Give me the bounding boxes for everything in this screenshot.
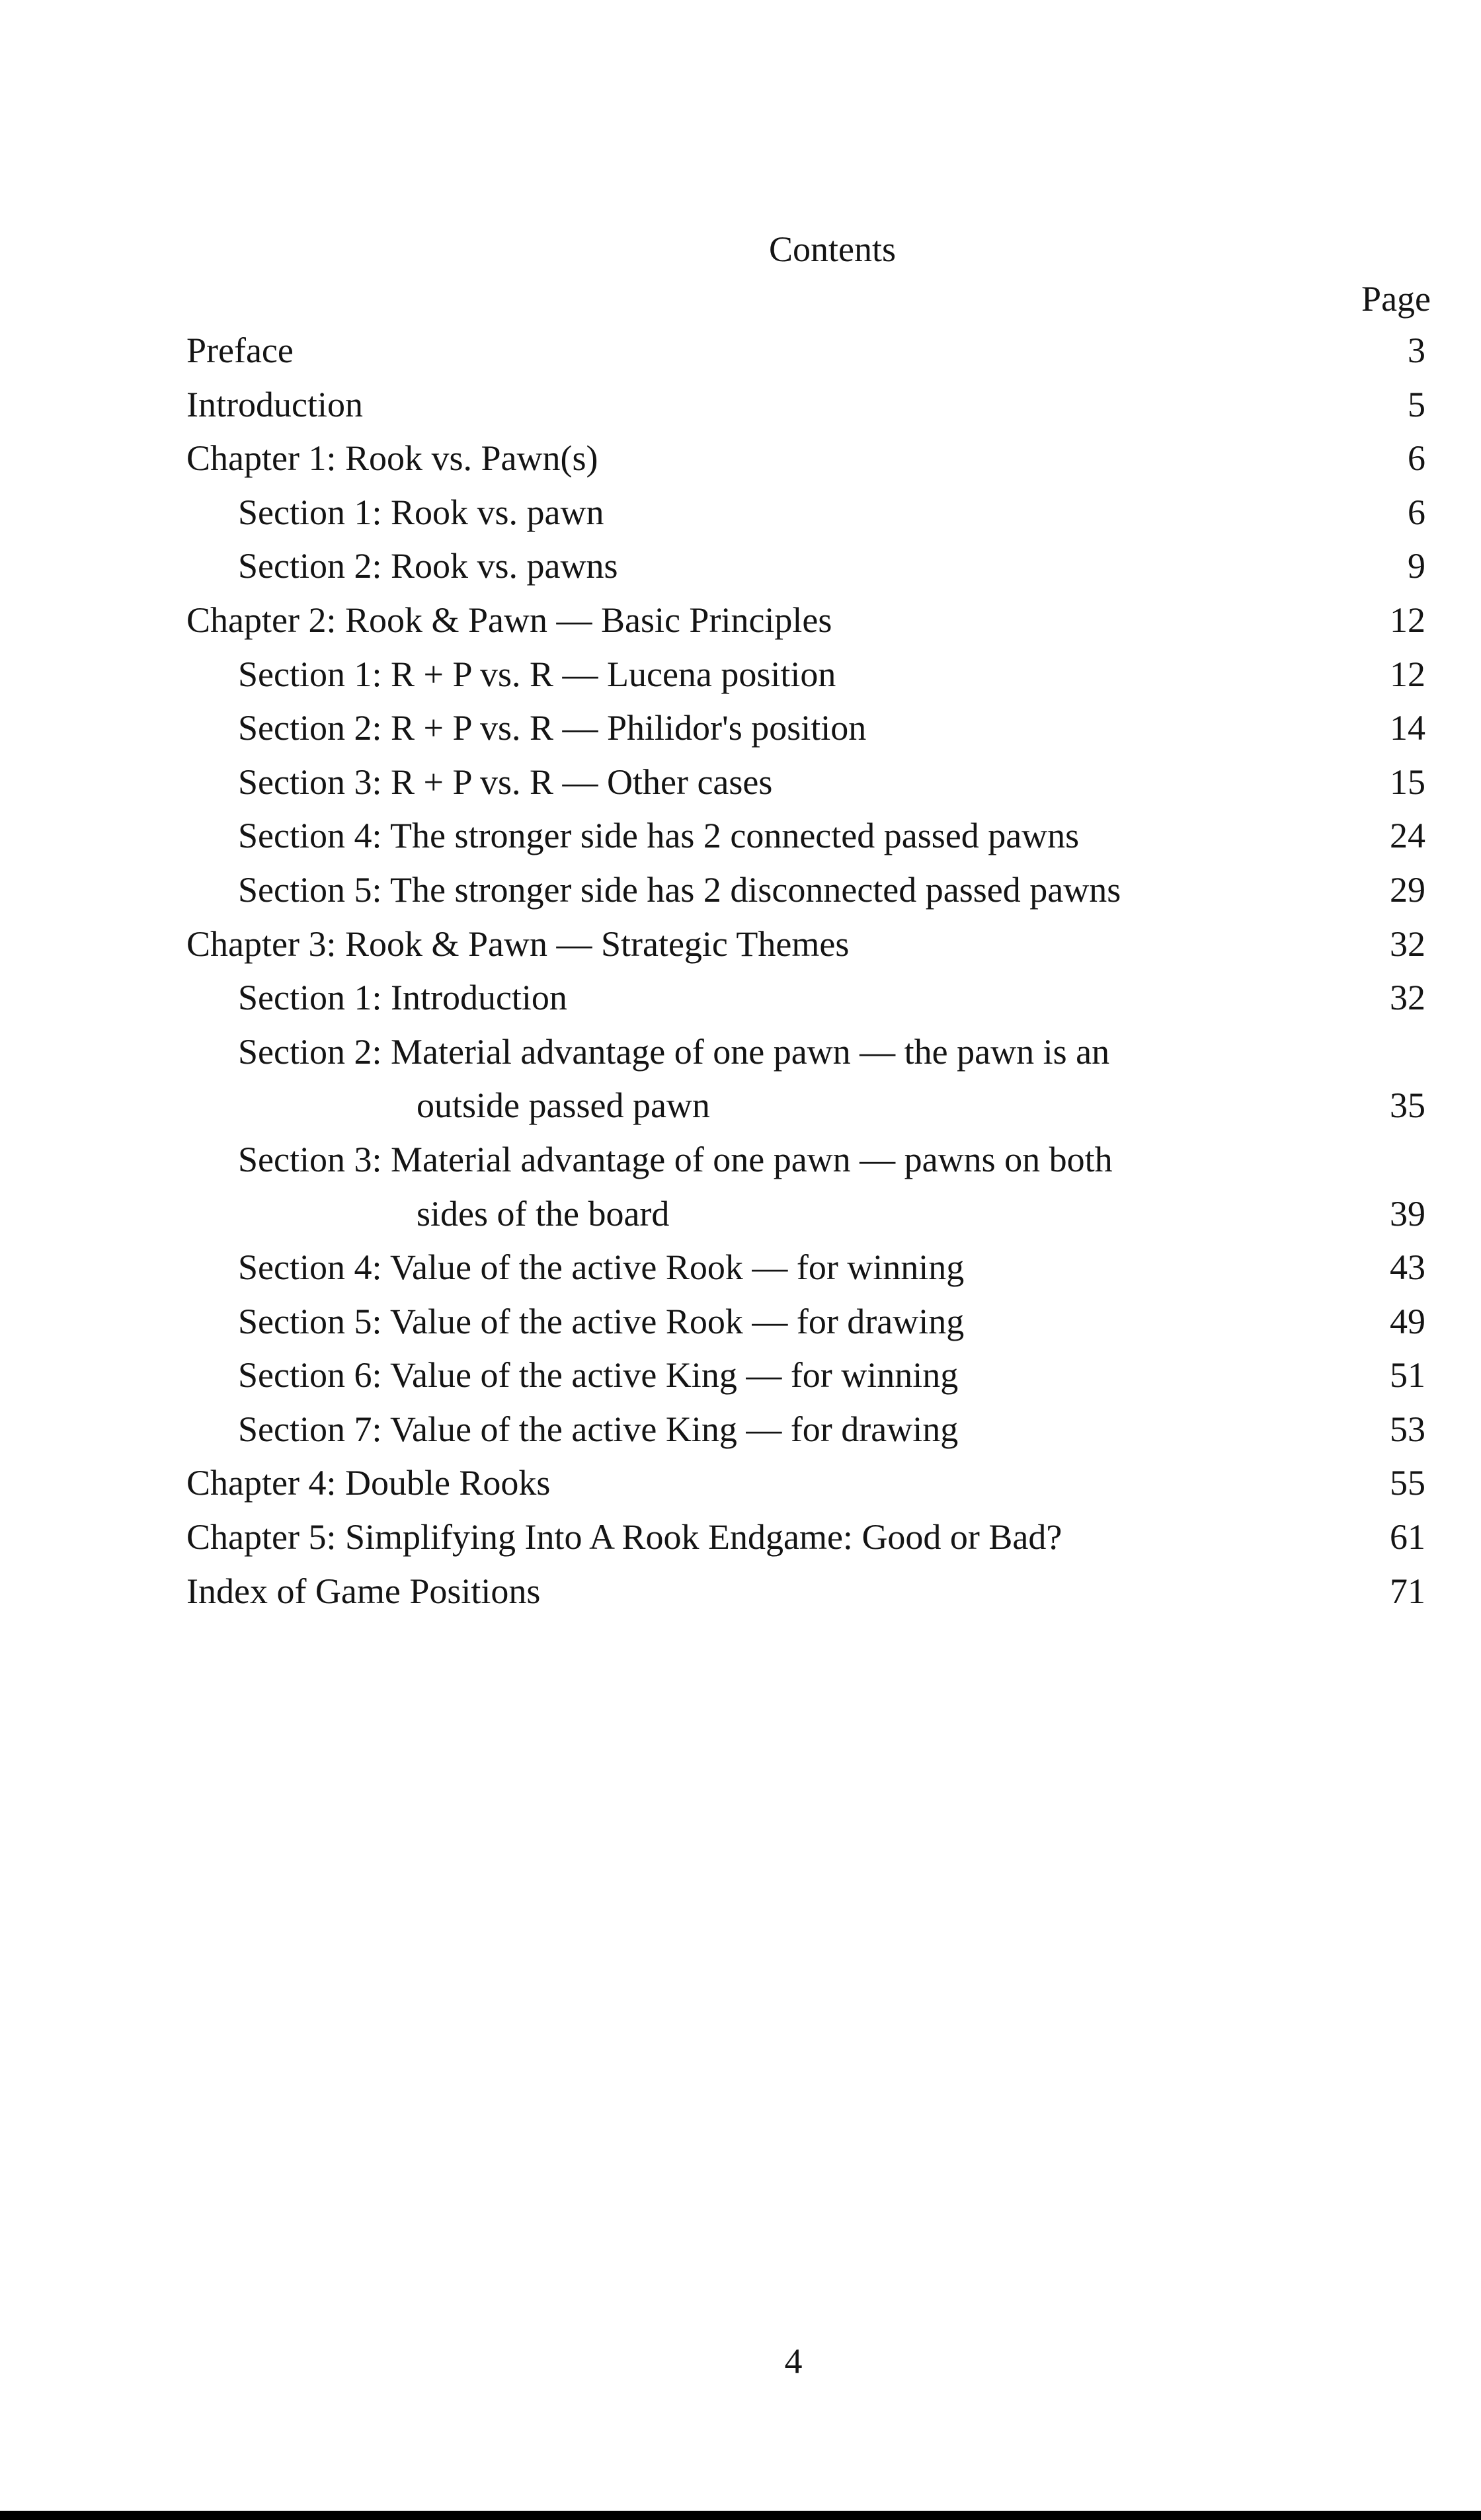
toc-section-entry: [186, 756, 1425, 810]
toc-entry-page: 9: [1408, 546, 1425, 586]
toc-entry-title: [186, 1133, 1329, 1241]
toc-entry-page: 71: [1390, 1571, 1425, 1611]
toc-section-entry: [186, 863, 1425, 918]
toc-entry-title-line: Chapter 5: Simplifying Into A Rook Endgame: Good or Bad?: [186, 1517, 1062, 1557]
toc-section-entry: [186, 1133, 1425, 1241]
toc-section-entry: [186, 1403, 1425, 1457]
toc-entry-page: 12: [1390, 654, 1425, 694]
toc-entry-title: [186, 701, 1329, 756]
toc-entry-page: 35: [1390, 1085, 1425, 1126]
table-of-contents: [186, 324, 1425, 1618]
toc-entry-title: [186, 432, 1277, 486]
toc-entry-title: [186, 648, 1329, 702]
toc-entry-title-line: Introduction: [186, 384, 363, 424]
toc-chapter-entry: [186, 594, 1425, 648]
toc-entry-title: [186, 594, 1277, 648]
toc-entry-title-line: Chapter 1: Rook vs. Pawn(s): [186, 438, 598, 479]
toc-entry-page: 61: [1390, 1517, 1425, 1557]
toc-entry-page: 24: [1390, 816, 1425, 856]
toc-section-entry: [186, 539, 1425, 594]
toc-entry-title-continuation: sides of the board: [417, 1193, 670, 1234]
toc-entry-title-line: Chapter 3: Rook & Pawn — Strategic Themes: [186, 924, 850, 964]
toc-entry-page: 6: [1408, 438, 1425, 479]
toc-chapter-entry: [186, 1456, 1425, 1511]
toc-section-entry: [186, 1025, 1425, 1133]
toc-entry-title: [186, 539, 1329, 594]
toc-entry-title-line: Index of Game Positions: [186, 1571, 541, 1611]
toc-entry-page: 43: [1390, 1247, 1425, 1288]
toc-entry-title: [186, 378, 1277, 432]
toc-entry-title-line: Section 5: The stronger side has 2 disconnected passed pawns: [238, 869, 1121, 910]
toc-entry-title: [186, 863, 1329, 918]
toc-entry-title: [186, 1241, 1329, 1295]
toc-section-entry: [186, 1349, 1425, 1403]
toc-entry-title: [186, 756, 1329, 810]
toc-entry-title: [186, 1403, 1329, 1457]
page-column-header: Page: [1361, 279, 1431, 319]
toc-entry-page: 49: [1390, 1301, 1425, 1341]
toc-chapter-entry: [186, 918, 1425, 972]
page-title: Contents: [768, 229, 896, 269]
toc-entry-page: 14: [1390, 708, 1425, 748]
toc-entry-page: 53: [1390, 1409, 1425, 1449]
toc-entry-title-line: Section 3: Material advantage of one pawn — pawns on both: [238, 1139, 1113, 1179]
toc-entry-title-line: Section 1: Rook vs. pawn: [238, 492, 604, 532]
toc-section-entry: [186, 809, 1425, 863]
toc-entry-title-line: Section 2: Material advantage of one pawn — the pawn is an: [238, 1031, 1110, 1072]
toc-entry-title-line: Section 7: Value of the active King — for drawing: [238, 1409, 959, 1449]
toc-entry-title-continuation: outside passed pawn: [417, 1085, 710, 1126]
toc-entry-page: 32: [1390, 978, 1425, 1018]
toc-entry-page: 51: [1390, 1355, 1425, 1396]
toc-section-entry: [186, 701, 1425, 756]
toc-entry-title-line: Chapter 4: Double Rooks: [186, 1463, 551, 1503]
toc-section-entry: [186, 648, 1425, 702]
toc-entry-title-line: Chapter 2: Rook & Pawn — Basic Principles: [186, 600, 832, 640]
toc-chapter-entry: [186, 378, 1425, 432]
toc-entry-title: [186, 809, 1329, 863]
toc-entry-title-line: Section 2: R + P vs. R — Philidor's position: [238, 708, 867, 748]
toc-entry-title: [186, 1511, 1277, 1565]
toc-entry-page: 6: [1408, 492, 1425, 532]
toc-chapter-entry: [186, 324, 1425, 378]
toc-entry-title: [186, 1349, 1329, 1403]
toc-entry-title-line: Section 6: Value of the active King — for winning: [238, 1355, 959, 1396]
toc-entry-title: [186, 486, 1329, 540]
toc-entry-title-line: Section 3: R + P vs. R — Other cases: [238, 762, 773, 802]
toc-entry-title-line: Section 5: Value of the active Rook — for drawing: [238, 1301, 965, 1341]
toc-chapter-entry: [186, 1565, 1425, 1619]
bottom-border: [0, 2511, 1481, 2520]
toc-entry-title-line: Section 4: The stronger side has 2 connected passed pawns: [238, 816, 1080, 856]
toc-entry-page: 55: [1390, 1463, 1425, 1503]
toc-entry-page: 32: [1390, 924, 1425, 964]
toc-entry-page: 3: [1408, 331, 1425, 370]
toc-entry-page: 5: [1408, 384, 1425, 424]
toc-entry-title: [186, 1456, 1277, 1511]
toc-entry-title-line: Section 4: Value of the active Rook — for winning: [238, 1247, 965, 1288]
toc-section-entry: [186, 971, 1425, 1025]
page-number: 4: [784, 2342, 803, 2381]
toc-entry-title: [186, 1025, 1329, 1133]
toc-entry-page: 15: [1390, 762, 1425, 802]
toc-entry-title-line: Preface: [186, 331, 294, 370]
toc-entry-title-line: Section 2: Rook vs. pawns: [238, 546, 618, 586]
toc-entry-title: [186, 324, 1277, 378]
toc-entry-page: 39: [1390, 1193, 1425, 1234]
toc-section-entry: [186, 1295, 1425, 1349]
toc-chapter-entry: [186, 1511, 1425, 1565]
toc-entry-page: 29: [1390, 869, 1425, 910]
toc-entry-title-line: Section 1: Introduction: [238, 978, 567, 1018]
toc-entry-title-line: Section 1: R + P vs. R — Lucena position: [238, 654, 836, 694]
toc-entry-title: [186, 971, 1329, 1025]
toc-entry-title: [186, 1295, 1329, 1349]
toc-section-entry: [186, 486, 1425, 540]
toc-chapter-entry: [186, 432, 1425, 486]
toc-section-entry: [186, 1241, 1425, 1295]
toc-entry-title: [186, 918, 1277, 972]
toc-entry-page: 12: [1390, 600, 1425, 640]
toc-entry-title: [186, 1565, 1277, 1619]
